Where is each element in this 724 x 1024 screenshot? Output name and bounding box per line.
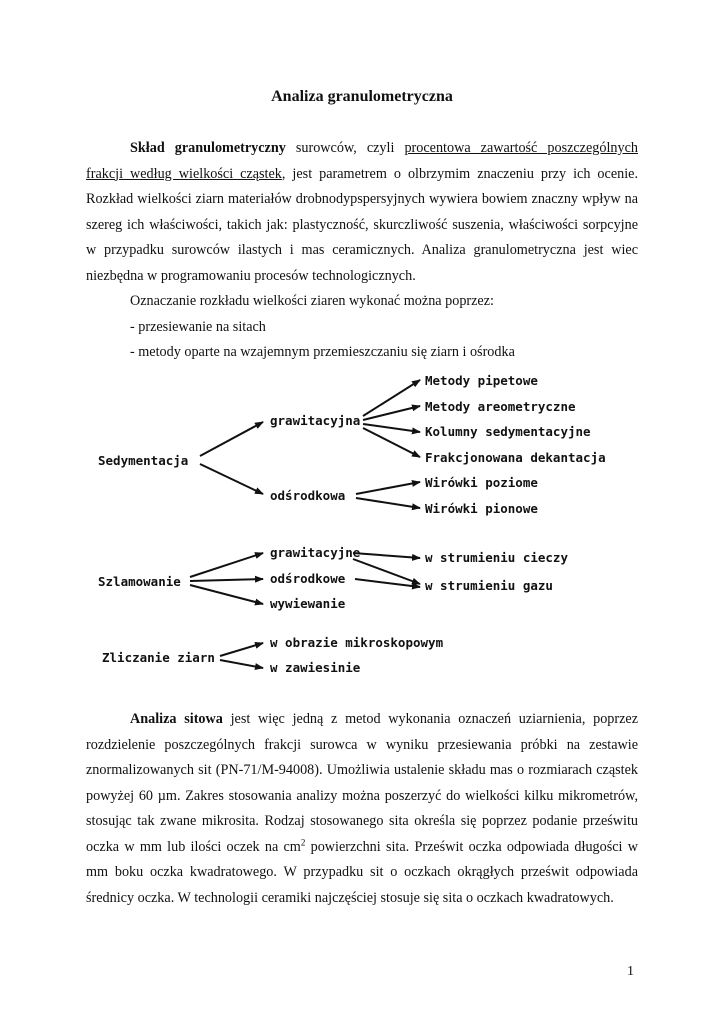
node-wirowki-pionowe: Wirówki pionowe bbox=[425, 501, 538, 516]
node-grawitacyjne: grawitacyjne bbox=[270, 545, 361, 560]
node-odsrodkowe: odśrodkowe bbox=[270, 571, 346, 586]
arrow bbox=[190, 553, 263, 577]
methods-intro: Oznaczanie rozkładu wielkości ziaren wykonać można poprzez: bbox=[130, 293, 494, 309]
underlined-definition: procentowa zawartość poszczególnych frakcji według wielkości cząstek bbox=[86, 140, 638, 182]
text-run: jest więc jedną z metod wykonania oznaczeń uziarnienia, poprzez rozdzielenie poszczególnych frakcji surowca w wyniku przesiewania próbki na zestawie znormalizowanych sit (PN-71/M-94008). Umożliwia ustalenie składu mas o rozmiarach cząstek powyżej 60 µm. Zakres stosowania analizy można poszerzyć do wielkości kilku mikrometrów, stosując tak zwane mikrosita. Rodzaj stosowanego sita określa się poprzez podanie prześwitu oczka w mm lub ilości oczek na cm bbox=[86, 711, 639, 855]
node-strumien-gazu: w strumieniu gazu bbox=[425, 578, 553, 593]
sieve-analysis-text bbox=[86, 707, 638, 911]
node-wirowki-poziome: Wirówki poziome bbox=[425, 475, 538, 490]
method-item: - metody oparte na wzajemnym przemieszczaniu się ziarn i ośrodka bbox=[130, 344, 515, 360]
node-mikroskopowym: w obrazie mikroskopowym bbox=[270, 635, 444, 650]
arrow bbox=[363, 406, 420, 420]
text-run: powierzchni sita. Prześwit oczka odpowiada długości w mm boku oczka kwadratowego. W przypadku sit o oczkach okrągłych prześwit odpowiada średnicy oczka. W technologii ceramiki najczęściej stosuje się sita o oczkach kwadratowych. bbox=[86, 838, 638, 906]
node-sedymentacja: Sedymentacja bbox=[98, 453, 189, 468]
node-wywiewanie: wywiewanie bbox=[270, 596, 346, 611]
methods-diagram bbox=[80, 364, 640, 682]
bold-term: Skład granulometryczny bbox=[130, 140, 286, 156]
page-title: Analiza granulometryczna bbox=[271, 88, 453, 105]
sieve-paragraph bbox=[86, 707, 638, 911]
arrow bbox=[363, 424, 420, 432]
method-item: - przesiewanie na sitach bbox=[130, 318, 266, 335]
node-zawiesinie: w zawiesinie bbox=[270, 660, 361, 675]
granulometric-paragraph bbox=[86, 136, 638, 289]
arrow bbox=[356, 482, 420, 494]
arrow bbox=[353, 553, 420, 558]
page-number: 1 bbox=[627, 964, 634, 979]
arrow bbox=[363, 428, 420, 457]
arrow bbox=[356, 498, 420, 508]
text-run: surowców, czyli bbox=[285, 140, 405, 156]
node-grawitacyjna: grawitacyjna bbox=[270, 413, 361, 428]
bold-term: Analiza sitowa bbox=[130, 711, 223, 727]
node-zliczanie: Zliczanie ziarn bbox=[102, 650, 215, 665]
arrow bbox=[200, 464, 263, 494]
node-strumien-cieczy: w strumieniu cieczy bbox=[425, 550, 568, 565]
arrow bbox=[200, 422, 263, 456]
node-odsrodkowa: odśrodkowa bbox=[270, 488, 346, 503]
arrow bbox=[190, 579, 263, 581]
arrow bbox=[220, 643, 263, 656]
text-run: , jest parametrem o olbrzymim znaczeniu przy ich ocenie. Rozkład wielkości ziarn materiałów drobnodypspersyjnych wywiera bowiem znaczny wpływ na szereg ich właściwości, takich jak: plastyczność, skurczliwość suszenia, właściwości sorpcyjne w przypadku surowców ilastych i mas ceramicznych. Analiza granulometryczna jest wiec niezbędna w programowaniu procesów technologicznych. bbox=[86, 165, 638, 284]
arrow bbox=[363, 380, 420, 416]
intro-paragraph bbox=[86, 136, 638, 366]
node-metody-pipetowe: Metody pipetowe bbox=[425, 373, 538, 388]
superscript: 2 bbox=[300, 836, 306, 847]
node-kolumny: Kolumny sedymentacyjne bbox=[425, 424, 591, 439]
node-metody-areometryczne: Metody areometryczne bbox=[425, 399, 576, 414]
node-szlamowanie: Szlamowanie bbox=[98, 574, 181, 589]
arrow bbox=[220, 660, 263, 668]
arrow bbox=[190, 585, 263, 604]
node-frakcjonowana: Frakcjonowana dekantacja bbox=[425, 450, 606, 465]
